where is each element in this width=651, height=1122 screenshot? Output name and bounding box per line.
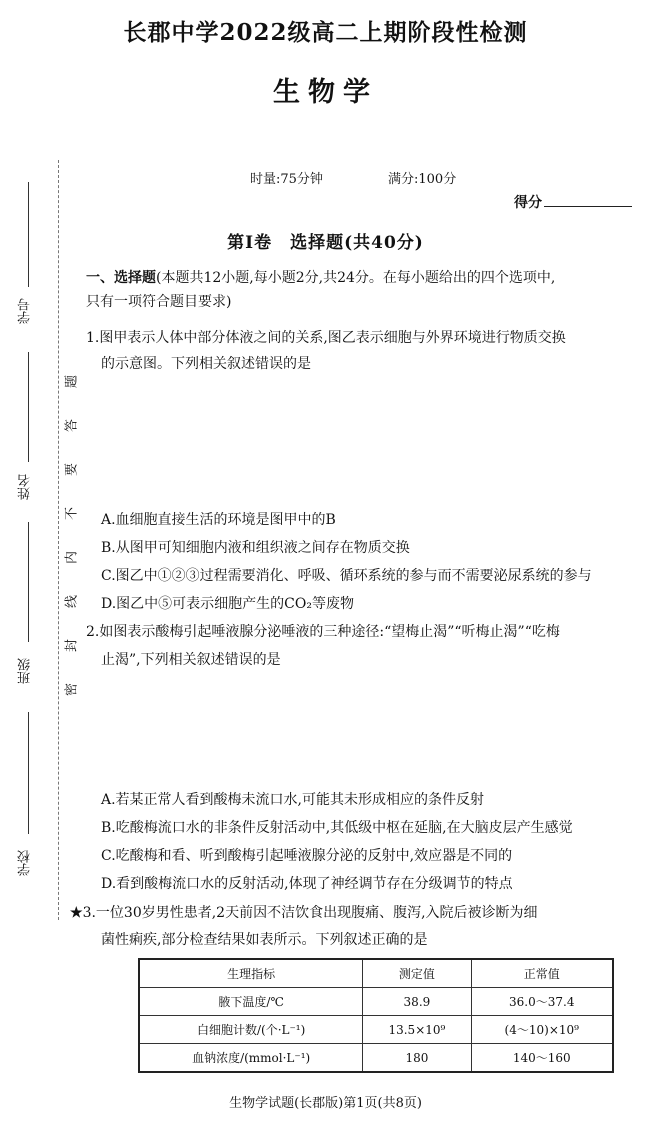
table-row [139, 988, 613, 1016]
question-2-option-a: A.若某正常人看到酸梅未流口水,可能其未形成相应的条件反射 [101, 792, 485, 808]
question-3-text: 3.一位30岁男性患者,2天前因不洁饮食出现腹痛、腹泻,入院后被诊断为细 [82, 905, 538, 921]
table-row [139, 1016, 613, 1044]
question-3-line-2: 菌性痢疾,部分检查结果如表所示。下列叙述正确的是 [101, 932, 428, 948]
question-1-line-1: 1.图甲表示人体中部分体液之间的关系,图乙表示细胞与外界环境进行物质交换 [86, 330, 566, 346]
table-cell: 180 [363, 1044, 471, 1073]
table-cell: 13.5×10⁹ [363, 1016, 471, 1044]
score-label: 得分 [514, 195, 542, 211]
student-id-label: 学号 [18, 298, 33, 324]
table-cell: 140～160 [471, 1044, 613, 1073]
question-1-option-b: B.从图甲可知细胞内液和组织液之间存在物质交换 [101, 540, 410, 556]
table-header-cell: 正常值 [471, 959, 613, 988]
name-label: 姓名 [18, 474, 33, 500]
question-1-option-d: D.图乙中⑤可表示细胞产生的CO₂等废物 [101, 596, 354, 612]
section-heading-bold: 一、选择题 [86, 270, 156, 286]
table-header-cell: 生理指标 [139, 959, 363, 988]
warning-char: 封 [64, 639, 80, 653]
star-icon: ★ [70, 905, 83, 921]
section-heading-rest: (本题共12小题,每小题2分,共24分。在每小题给出的四个选项中, [156, 270, 556, 286]
full-score: 满分:100分 [388, 172, 457, 187]
table-cell: (4～10)×10⁹ [471, 1016, 613, 1044]
school-label: 学校 [18, 850, 33, 876]
part-title: 第Ⅰ卷 选择题(共40分) [227, 233, 424, 253]
binding-dashed-line [58, 160, 59, 920]
table-cell: 白细胞计数/(个·L⁻¹) [139, 1016, 363, 1044]
warning-char: 内 [64, 551, 80, 565]
page-footer: 生物学试题(长郡版)第1页(共8页) [229, 1096, 422, 1111]
table-cell: 腋下温度/℃ [139, 988, 363, 1016]
warning-char: 线 [64, 595, 80, 609]
question-2-line-2: 止渴”,下列相关叙述错误的是 [101, 652, 281, 668]
section-heading [86, 268, 555, 288]
table-cell: 38.9 [363, 988, 471, 1016]
warning-char: 不 [64, 507, 80, 521]
warning-char: 答 [64, 419, 80, 433]
table-row [139, 1044, 613, 1073]
name-line [28, 352, 29, 462]
question-1-option-c: C.图乙中①②③过程需要消化、呼吸、循环系统的参与而不需要泌尿系统的参与 [101, 568, 592, 584]
table-header-cell: 测定值 [363, 959, 471, 988]
question-2-option-d: D.看到酸梅流口水的反射活动,体现了神经调节存在分级调节的特点 [101, 876, 513, 892]
exam-title: 长郡中学2022级高二上期阶段性检测 [123, 19, 528, 46]
question-2-option-b: B.吃酸梅流口水的非条件反射活动中,其低级中枢在延脑,在大脑皮层产生感觉 [101, 820, 573, 836]
warning-char: 要 [64, 463, 80, 477]
section-heading-line2: 只有一项符合题目要求) [86, 294, 232, 310]
table-cell: 36.0～37.4 [471, 988, 613, 1016]
question-2-line-1: 2.如图表示酸梅引起唾液腺分泌唾液的三种途径:“望梅止渴”“听梅止渴”“吃梅 [86, 624, 560, 640]
table-cell: 血钠浓度/(mmol·L⁻¹) [139, 1044, 363, 1073]
exam-data-table [138, 958, 614, 1073]
question-1-line-2: 的示意图。下列相关叙述错误的是 [101, 356, 311, 372]
question-2-option-c: C.吃酸梅和看、听到酸梅引起唾液腺分泌的反射中,效应器是不同的 [101, 848, 513, 864]
score-blank [544, 194, 632, 207]
time-limit: 时量:75分钟 [250, 172, 323, 187]
warning-char: 密 [64, 683, 80, 697]
class-line [28, 522, 29, 642]
warning-char: 题 [64, 375, 80, 389]
question-3-line-1 [70, 903, 538, 923]
school-line [28, 712, 29, 834]
subject-title: 生物学 [273, 77, 378, 108]
score-field [514, 192, 632, 212]
table-header-row [139, 959, 613, 988]
class-label: 班级 [18, 658, 33, 684]
question-1-option-a: A.血细胞直接生活的环境是图甲中的B [101, 512, 336, 528]
